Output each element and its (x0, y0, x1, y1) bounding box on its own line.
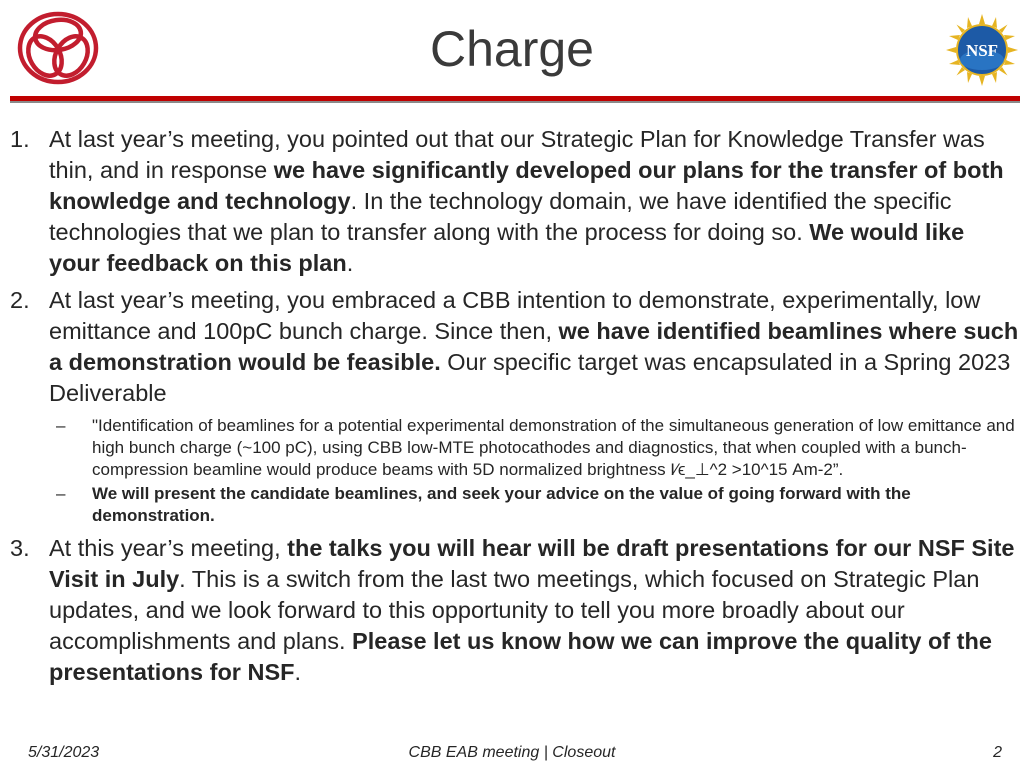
item-emphasis: Please let us know how we can improve the quality of the presentations for NSF (49, 628, 992, 685)
footer-date: 5/31/2023 (28, 744, 100, 761)
nsf-logo-text: NSF (965, 41, 999, 60)
page-title: Charge (430, 21, 594, 77)
item-number: 1. (10, 126, 30, 152)
sub-item-text: We will present the candidate beamlines, and seek your advice on the value of going forward with the demonstration. (92, 484, 911, 525)
title-divider-shadow (10, 101, 1020, 103)
item-emphasis: We would like your feedback on this plan (49, 219, 965, 276)
list-item (10, 124, 1020, 279)
footer-title: CBB EAB meeting | Closeout (408, 744, 616, 761)
item-number: 3. (10, 535, 30, 561)
item-text: At last year’s meeting, you pointed out that our Strategic Plan for Knowledge Transfer was thin, and in response (49, 126, 985, 183)
item-text: At this year’s meeting, (49, 535, 288, 561)
charge-list (10, 124, 1020, 694)
sub-list-item (10, 483, 1020, 527)
item-text: . (294, 659, 302, 685)
footer-page-number: 2 (993, 744, 1002, 761)
item-emphasis: the talks you will hear will be draft presentations for our NSF Site Visit in July (49, 535, 1015, 592)
item-text: Our specific target was encapsulated in a Spring 2023 Deliverable (49, 349, 1011, 406)
item-text: . (346, 250, 354, 276)
list-item (10, 533, 1020, 688)
item-emphasis: we have significantly developed our plans for the transfer of both knowledge and technology (49, 157, 1004, 214)
item-text: At last year’s meeting, you embraced a CBB intention to demonstrate, experimentally, low emittance and 100pC bunch charge. Since then, (49, 287, 981, 344)
list-item (10, 285, 1020, 409)
dash-bullet: – (56, 416, 66, 435)
item-text: . In the technology domain, we have identified the specific technologies that we plan to transfer along with the process for doing so. (49, 188, 952, 245)
dash-bullet: – (56, 484, 66, 503)
item-emphasis: we have identified beamlines where such a demonstration would be feasible. (49, 318, 1019, 375)
item-text: . This is a switch from the last two meetings, which focused on Strategic Plan updates, and we look forward to this opportunity to tell you more broadly about our accomplishments and plans. (49, 566, 980, 654)
sub-list-item (10, 415, 1020, 481)
sub-item-text: "Identification of beamlines for a potential experimental demonstration of the simultaneous generation of low emittance and high bunch charge (~100 pC), using CBB low-MTE photocathodes and diagnostics, that when coupled with a bunch-compression beamline would produce beams with 5D normalized brightness I⁄ϵ_⊥^2 >10^15 Am-2”. (92, 416, 1015, 479)
item-number: 2. (10, 287, 30, 313)
